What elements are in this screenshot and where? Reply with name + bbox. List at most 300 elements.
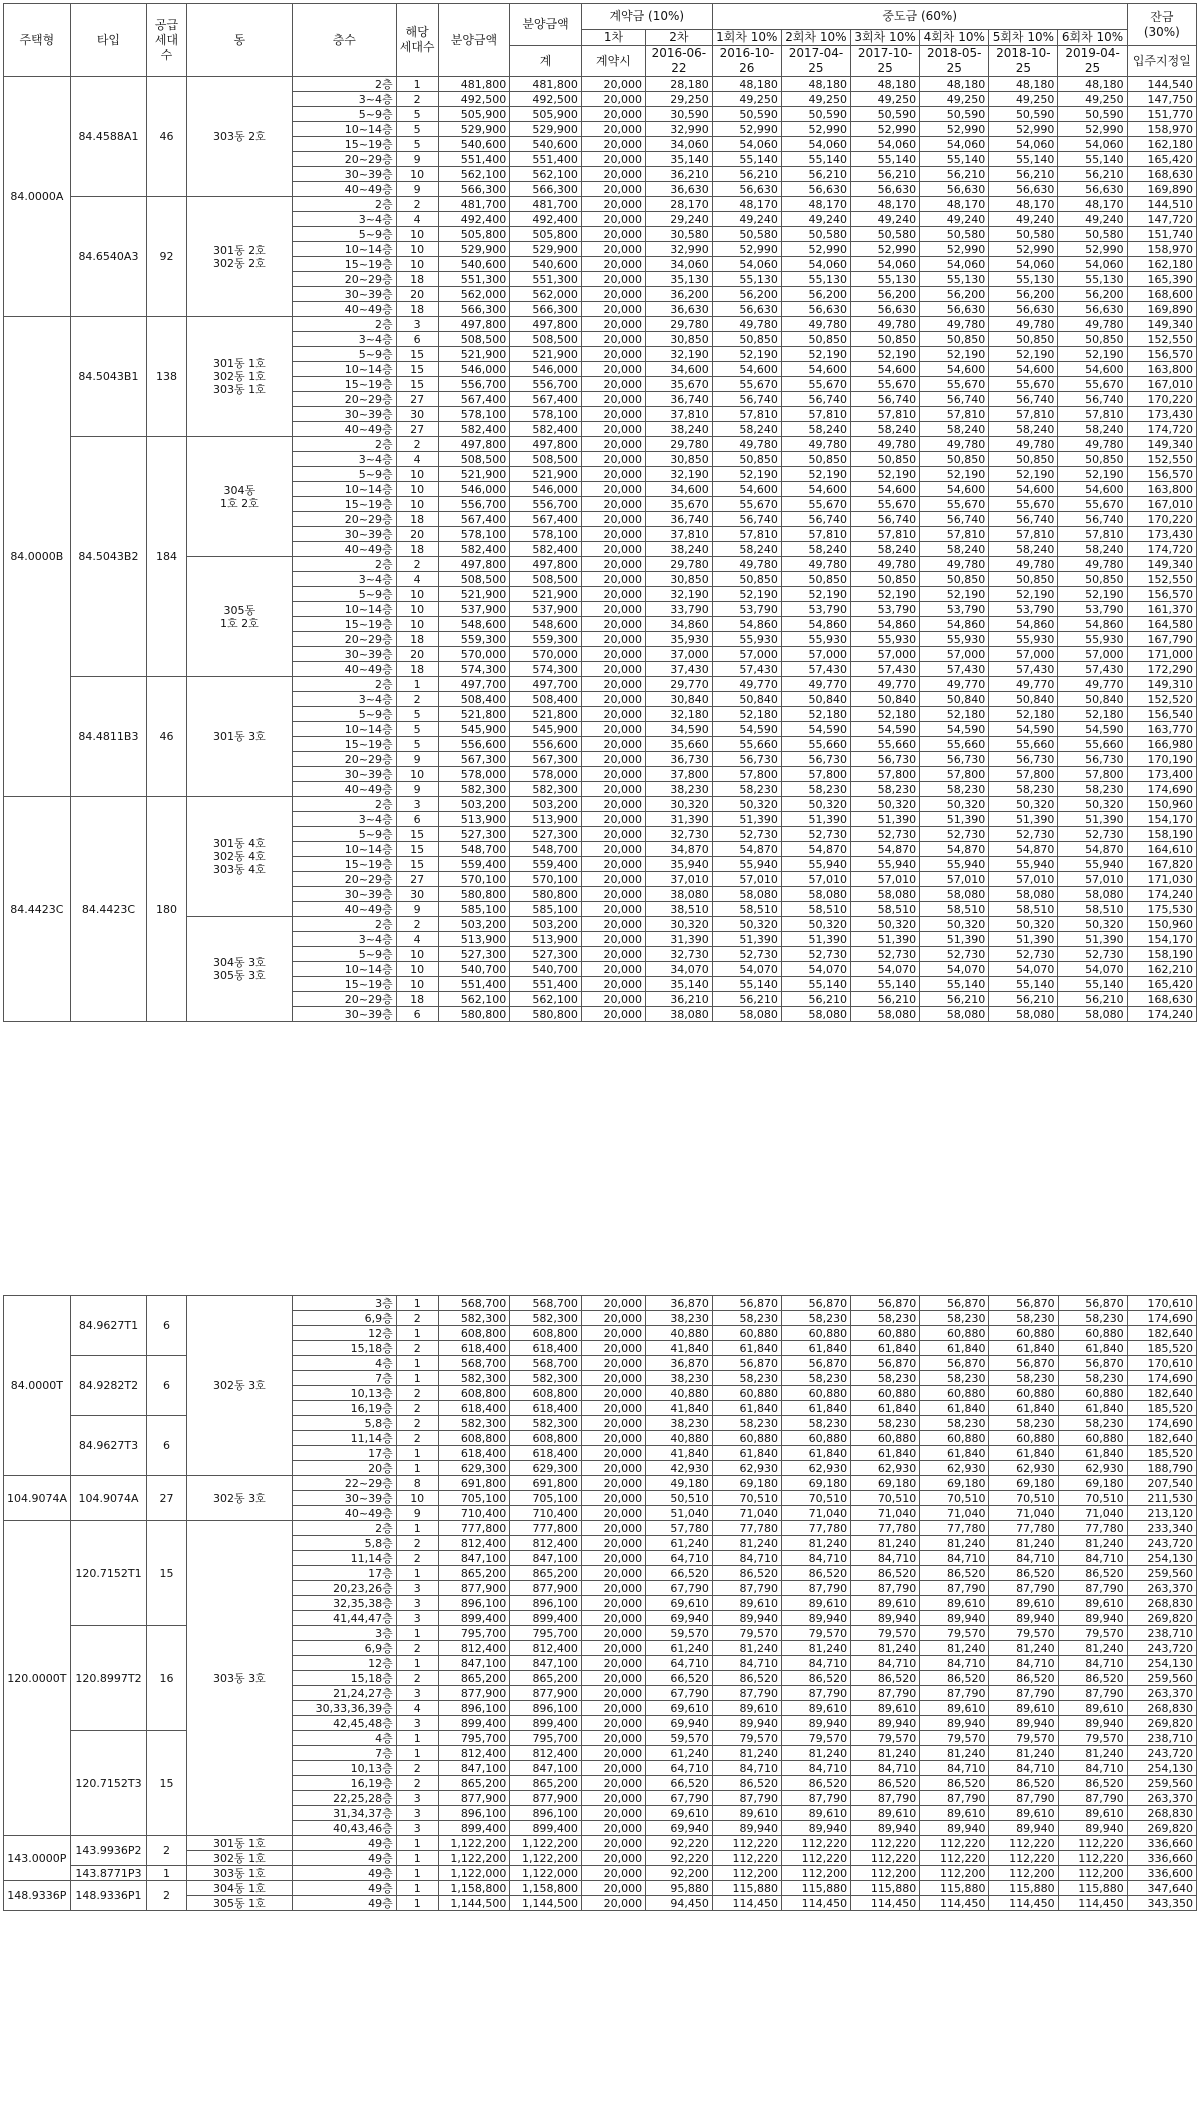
middle-5-cell: 58,230 xyxy=(989,1311,1058,1326)
deposit-1-cell: 20,000 xyxy=(581,167,645,182)
middle-3-cell: 58,230 xyxy=(851,1371,920,1386)
deposit-1-cell: 20,000 xyxy=(581,1581,645,1596)
deposit-1-cell: 20,000 xyxy=(581,1641,645,1656)
balance-cell: 336,600 xyxy=(1127,1866,1196,1881)
middle-6-cell: 71,040 xyxy=(1058,1506,1127,1521)
deposit-1-cell: 20,000 xyxy=(581,452,645,467)
sale-total-cell: 497,800 xyxy=(510,437,582,452)
middle-2-cell: 50,840 xyxy=(781,692,850,707)
floor-cell: 2층 xyxy=(292,197,396,212)
middle-5-cell: 60,880 xyxy=(989,1326,1058,1341)
middle-1-cell: 58,080 xyxy=(712,887,781,902)
middle-2-cell: 56,870 xyxy=(782,1296,851,1311)
middle-4-cell: 56,630 xyxy=(920,302,989,317)
middle-6-cell: 112,220 xyxy=(1058,1851,1127,1866)
units-cell: 5 xyxy=(396,737,438,752)
middle-3-cell: 81,240 xyxy=(851,1536,920,1551)
header-m3-date: 2017-10-25 xyxy=(851,46,920,77)
middle-5-cell: 54,060 xyxy=(989,257,1058,272)
middle-6-cell: 56,630 xyxy=(1058,182,1127,197)
middle-2-cell: 52,190 xyxy=(781,347,850,362)
middle-2-cell: 87,790 xyxy=(782,1791,851,1806)
deposit-1-cell: 20,000 xyxy=(581,1656,645,1671)
supply-units-cell: 2 xyxy=(147,1836,187,1866)
middle-6-cell: 56,870 xyxy=(1058,1296,1127,1311)
sale-total-cell: 582,300 xyxy=(510,782,582,797)
deposit-2-cell: 28,170 xyxy=(646,197,713,212)
units-cell: 9 xyxy=(396,902,438,917)
units-cell: 30 xyxy=(396,407,438,422)
units-cell: 3 xyxy=(396,1596,438,1611)
balance-cell: 163,770 xyxy=(1127,722,1196,737)
sale-amount-cell: 566,300 xyxy=(438,302,510,317)
balance-cell: 168,600 xyxy=(1127,287,1196,302)
balance-cell: 185,520 xyxy=(1127,1341,1196,1356)
middle-5-cell: 81,240 xyxy=(989,1746,1058,1761)
sale-total-cell: 566,300 xyxy=(510,182,582,197)
middle-1-cell: 56,210 xyxy=(712,167,781,182)
price-table-bottom-body xyxy=(4,1296,1197,1911)
balance-cell: 149,340 xyxy=(1127,437,1196,452)
floor-cell: 15~19층 xyxy=(292,857,396,872)
middle-5-cell: 115,880 xyxy=(989,1881,1058,1896)
middle-5-cell: 58,230 xyxy=(989,1416,1058,1431)
sale-amount-cell: 795,700 xyxy=(438,1731,510,1746)
supply-units-cell: 15 xyxy=(147,1731,187,1836)
middle-6-cell: 58,240 xyxy=(1058,422,1127,437)
middle-4-cell: 52,190 xyxy=(920,587,989,602)
middle-3-cell: 57,810 xyxy=(851,527,920,542)
sale-total-cell: 710,400 xyxy=(510,1506,582,1521)
middle-2-cell: 86,520 xyxy=(782,1776,851,1791)
middle-6-cell: 89,940 xyxy=(1058,1611,1127,1626)
middle-3-cell: 55,660 xyxy=(851,737,920,752)
sale-amount-cell: 618,400 xyxy=(438,1446,510,1461)
floor-cell: 49층 xyxy=(292,1836,396,1851)
middle-5-cell: 89,940 xyxy=(989,1716,1058,1731)
middle-6-cell: 54,600 xyxy=(1058,362,1127,377)
middle-2-cell: 89,940 xyxy=(782,1716,851,1731)
deposit-2-cell: 36,730 xyxy=(646,752,713,767)
middle-1-cell: 58,240 xyxy=(712,542,781,557)
middle-2-cell: 81,240 xyxy=(782,1746,851,1761)
middle-5-cell: 54,870 xyxy=(989,842,1058,857)
middle-6-cell: 89,610 xyxy=(1058,1806,1127,1821)
deposit-2-cell: 69,610 xyxy=(646,1596,713,1611)
middle-5-cell: 50,850 xyxy=(989,332,1058,347)
middle-2-cell: 84,710 xyxy=(782,1656,851,1671)
sale-total-cell: 618,400 xyxy=(510,1446,582,1461)
middle-5-cell: 58,240 xyxy=(989,422,1058,437)
floor-cell: 40~49층 xyxy=(292,422,396,437)
middle-2-cell: 84,710 xyxy=(782,1551,851,1566)
units-cell: 18 xyxy=(396,302,438,317)
middle-5-cell: 52,180 xyxy=(989,707,1058,722)
middle-5-cell: 56,630 xyxy=(989,182,1058,197)
floor-cell: 7층 xyxy=(292,1746,396,1761)
deposit-1-cell: 20,000 xyxy=(581,1521,645,1536)
middle-6-cell: 50,850 xyxy=(1058,452,1127,467)
middle-1-cell: 54,600 xyxy=(712,482,781,497)
middle-2-cell: 79,570 xyxy=(782,1731,851,1746)
deposit-1-cell: 20,000 xyxy=(581,1416,645,1431)
middle-3-cell: 89,940 xyxy=(851,1716,920,1731)
middle-4-cell: 49,780 xyxy=(920,317,989,332)
floor-cell: 2층 xyxy=(292,917,396,932)
middle-4-cell: 58,240 xyxy=(920,422,989,437)
middle-2-cell: 52,190 xyxy=(781,587,850,602)
balance-cell: 269,820 xyxy=(1127,1611,1196,1626)
sale-amount-cell: 481,800 xyxy=(438,77,510,92)
balance-cell: 162,210 xyxy=(1127,962,1196,977)
units-cell: 3 xyxy=(396,1821,438,1836)
middle-2-cell: 62,930 xyxy=(782,1461,851,1476)
middle-4-cell: 84,710 xyxy=(920,1551,989,1566)
deposit-1-cell: 20,000 xyxy=(581,737,645,752)
middle-5-cell: 89,940 xyxy=(989,1611,1058,1626)
middle-2-cell: 79,570 xyxy=(782,1626,851,1641)
sale-total-cell: 551,400 xyxy=(510,152,582,167)
sale-amount-cell: 705,100 xyxy=(438,1491,510,1506)
middle-6-cell: 50,320 xyxy=(1058,797,1127,812)
floor-cell: 2층 xyxy=(292,677,396,692)
middle-4-cell: 54,600 xyxy=(920,482,989,497)
middle-6-cell: 60,880 xyxy=(1058,1326,1127,1341)
deposit-1-cell: 20,000 xyxy=(581,302,645,317)
middle-5-cell: 61,840 xyxy=(989,1401,1058,1416)
type-cell: 120.8997T2 xyxy=(70,1626,147,1731)
middle-2-cell: 58,230 xyxy=(782,1371,851,1386)
balance-cell: 259,560 xyxy=(1127,1776,1196,1791)
units-cell: 2 xyxy=(396,197,438,212)
middle-6-cell: 58,230 xyxy=(1058,1416,1127,1431)
middle-5-cell: 54,860 xyxy=(989,617,1058,632)
supply-units-cell: 46 xyxy=(147,677,187,797)
sale-amount-cell: 556,600 xyxy=(438,737,510,752)
middle-2-cell: 58,510 xyxy=(781,902,850,917)
deposit-2-cell: 66,520 xyxy=(646,1566,713,1581)
deposit-2-cell: 30,320 xyxy=(646,917,713,932)
middle-3-cell: 52,190 xyxy=(851,467,920,482)
middle-6-cell: 56,740 xyxy=(1058,392,1127,407)
deposit-2-cell: 33,790 xyxy=(646,602,713,617)
middle-2-cell: 87,790 xyxy=(782,1686,851,1701)
sale-total-cell: 540,700 xyxy=(510,962,582,977)
middle-2-cell: 54,600 xyxy=(781,362,850,377)
middle-6-cell: 81,240 xyxy=(1058,1536,1127,1551)
units-cell: 18 xyxy=(396,632,438,647)
middle-1-cell: 81,240 xyxy=(712,1641,781,1656)
middle-3-cell: 77,780 xyxy=(851,1521,920,1536)
deposit-2-cell: 32,730 xyxy=(646,827,713,842)
sale-amount-cell: 795,700 xyxy=(438,1626,510,1641)
middle-4-cell: 54,060 xyxy=(920,257,989,272)
middle-1-cell: 54,590 xyxy=(712,722,781,737)
middle-5-cell: 54,070 xyxy=(989,962,1058,977)
middle-3-cell: 56,870 xyxy=(851,1356,920,1371)
sale-amount-cell: 548,600 xyxy=(438,617,510,632)
sale-amount-cell: 899,400 xyxy=(438,1716,510,1731)
sale-amount-cell: 582,300 xyxy=(438,1371,510,1386)
middle-4-cell: 89,610 xyxy=(920,1806,989,1821)
units-cell: 10 xyxy=(396,257,438,272)
middle-1-cell: 81,240 xyxy=(712,1536,781,1551)
header-deposit: 계약금 (10%) xyxy=(581,4,712,30)
middle-6-cell: 112,200 xyxy=(1058,1866,1127,1881)
sale-amount-cell: 537,900 xyxy=(438,602,510,617)
balance-cell: 211,530 xyxy=(1127,1491,1196,1506)
middle-4-cell: 50,850 xyxy=(920,332,989,347)
sale-amount-cell: 812,400 xyxy=(438,1536,510,1551)
units-cell: 10 xyxy=(396,167,438,182)
deposit-2-cell: 31,390 xyxy=(646,812,713,827)
middle-4-cell: 56,730 xyxy=(920,752,989,767)
middle-1-cell: 81,240 xyxy=(712,1746,781,1761)
deposit-1-cell: 20,000 xyxy=(581,812,645,827)
middle-3-cell: 55,670 xyxy=(851,497,920,512)
floor-cell: 5,8층 xyxy=(292,1416,396,1431)
middle-4-cell: 54,590 xyxy=(920,722,989,737)
middle-2-cell: 54,860 xyxy=(781,617,850,632)
dong-cell: 301동 4호 302동 4호 303동 4호 xyxy=(186,797,292,917)
middle-2-cell: 77,780 xyxy=(782,1521,851,1536)
middle-1-cell: 56,630 xyxy=(712,302,781,317)
sale-amount-cell: 505,900 xyxy=(438,107,510,122)
middle-4-cell: 52,180 xyxy=(920,707,989,722)
dong-cell: 304동 1호 xyxy=(186,1881,292,1896)
sale-amount-cell: 556,700 xyxy=(438,497,510,512)
middle-1-cell: 50,850 xyxy=(712,452,781,467)
units-cell: 1 xyxy=(396,677,438,692)
units-cell: 2 xyxy=(396,1416,438,1431)
middle-1-cell: 84,710 xyxy=(712,1761,781,1776)
sale-total-cell: 777,800 xyxy=(510,1521,582,1536)
middle-4-cell: 60,880 xyxy=(920,1326,989,1341)
units-cell: 1 xyxy=(396,1836,438,1851)
deposit-2-cell: 41,840 xyxy=(646,1401,713,1416)
floor-cell: 30~39층 xyxy=(292,1491,396,1506)
type-cell: 84.9282T2 xyxy=(70,1356,147,1416)
deposit-1-cell: 20,000 xyxy=(581,647,645,662)
middle-4-cell: 50,320 xyxy=(920,917,989,932)
floor-cell: 3~4층 xyxy=(292,692,396,707)
middle-3-cell: 56,210 xyxy=(851,167,920,182)
sale-total-cell: 546,000 xyxy=(510,482,582,497)
housing-type-cell: 84.0000B xyxy=(4,317,71,797)
balance-cell: 163,800 xyxy=(1127,482,1196,497)
middle-4-cell: 49,770 xyxy=(920,677,989,692)
header-m6-date: 2019-04-25 xyxy=(1058,46,1127,77)
middle-4-cell: 62,930 xyxy=(920,1461,989,1476)
floor-cell: 40~49층 xyxy=(292,782,396,797)
middle-1-cell: 57,000 xyxy=(712,647,781,662)
sale-total-cell: 521,900 xyxy=(510,467,582,482)
floor-cell: 10~14층 xyxy=(292,962,396,977)
balance-cell: 174,240 xyxy=(1127,1007,1196,1022)
middle-4-cell: 58,080 xyxy=(920,887,989,902)
balance-cell: 144,540 xyxy=(1127,77,1196,92)
middle-2-cell: 56,210 xyxy=(781,992,850,1007)
sale-amount-cell: 1,144,500 xyxy=(438,1896,510,1911)
header-balance: 잔금 (30%) xyxy=(1127,4,1196,46)
floor-cell: 42,45,48층 xyxy=(292,1716,396,1731)
balance-cell: 185,520 xyxy=(1127,1446,1196,1461)
sale-amount-cell: 521,800 xyxy=(438,707,510,722)
middle-1-cell: 89,940 xyxy=(712,1611,781,1626)
middle-4-cell: 87,790 xyxy=(920,1791,989,1806)
floor-cell: 3~4층 xyxy=(292,92,396,107)
sale-amount-cell: 570,000 xyxy=(438,647,510,662)
type-cell: 84.4588A1 xyxy=(70,77,147,197)
balance-cell: 254,130 xyxy=(1127,1761,1196,1776)
middle-5-cell: 58,080 xyxy=(989,887,1058,902)
sale-amount-cell: 566,300 xyxy=(438,182,510,197)
middle-5-cell: 50,320 xyxy=(989,917,1058,932)
dong-cell: 304동 1호 2호 xyxy=(186,437,292,557)
middle-4-cell: 58,230 xyxy=(920,782,989,797)
sale-amount-cell: 551,400 xyxy=(438,977,510,992)
deposit-1-cell: 20,000 xyxy=(581,767,645,782)
middle-4-cell: 56,210 xyxy=(920,167,989,182)
middle-5-cell: 60,880 xyxy=(989,1431,1058,1446)
table-row xyxy=(4,197,1197,212)
middle-2-cell: 55,660 xyxy=(781,737,850,752)
deposit-2-cell: 30,840 xyxy=(646,692,713,707)
middle-2-cell: 81,240 xyxy=(782,1536,851,1551)
units-cell: 15 xyxy=(396,347,438,362)
middle-5-cell: 54,590 xyxy=(989,722,1058,737)
floor-cell: 15~19층 xyxy=(292,497,396,512)
balance-cell: 173,400 xyxy=(1127,767,1196,782)
middle-6-cell: 87,790 xyxy=(1058,1581,1127,1596)
floor-cell: 15,18층 xyxy=(292,1671,396,1686)
floor-cell: 20~29층 xyxy=(292,632,396,647)
header-floor: 층수 xyxy=(292,4,396,77)
middle-4-cell: 60,880 xyxy=(920,1431,989,1446)
deposit-1-cell: 20,000 xyxy=(581,317,645,332)
table-row xyxy=(4,677,1197,692)
floor-cell: 2층 xyxy=(292,557,396,572)
middle-4-cell: 61,840 xyxy=(920,1446,989,1461)
deposit-2-cell: 64,710 xyxy=(646,1761,713,1776)
balance-cell: 162,180 xyxy=(1127,137,1196,152)
middle-4-cell: 55,670 xyxy=(920,377,989,392)
middle-6-cell: 58,230 xyxy=(1058,1311,1127,1326)
deposit-1-cell: 20,000 xyxy=(581,872,645,887)
middle-1-cell: 56,740 xyxy=(712,392,781,407)
units-cell: 10 xyxy=(396,617,438,632)
header-m2-date: 2017-04-25 xyxy=(781,46,850,77)
middle-6-cell: 79,570 xyxy=(1058,1731,1127,1746)
sale-amount-cell: 582,300 xyxy=(438,1416,510,1431)
sale-total-cell: 521,900 xyxy=(510,347,582,362)
middle-4-cell: 61,840 xyxy=(920,1401,989,1416)
deposit-2-cell: 38,240 xyxy=(646,542,713,557)
middle-4-cell: 115,880 xyxy=(920,1881,989,1896)
middle-1-cell: 58,230 xyxy=(712,1416,781,1431)
middle-2-cell: 49,770 xyxy=(781,677,850,692)
middle-2-cell: 89,940 xyxy=(782,1821,851,1836)
balance-cell: 263,370 xyxy=(1127,1686,1196,1701)
floor-cell: 5~9층 xyxy=(292,107,396,122)
middle-3-cell: 112,200 xyxy=(851,1866,920,1881)
balance-cell: 243,720 xyxy=(1127,1536,1196,1551)
middle-4-cell: 50,590 xyxy=(920,107,989,122)
middle-3-cell: 56,740 xyxy=(851,512,920,527)
deposit-1-cell: 20,000 xyxy=(581,1341,645,1356)
dong-cell: 301동 1호 xyxy=(186,1836,292,1851)
floor-cell: 17층 xyxy=(292,1566,396,1581)
sale-total-cell: 585,100 xyxy=(510,902,582,917)
middle-3-cell: 79,570 xyxy=(851,1626,920,1641)
type-cell: 143.8771P3 xyxy=(70,1866,147,1881)
sale-amount-cell: 562,100 xyxy=(438,167,510,182)
sale-total-cell: 497,700 xyxy=(510,677,582,692)
middle-3-cell: 50,850 xyxy=(851,452,920,467)
middle-4-cell: 55,140 xyxy=(920,152,989,167)
balance-cell: 152,550 xyxy=(1127,572,1196,587)
middle-1-cell: 52,190 xyxy=(712,467,781,482)
sale-total-cell: 570,100 xyxy=(510,872,582,887)
floor-cell: 3층 xyxy=(292,1296,396,1311)
balance-cell: 152,520 xyxy=(1127,692,1196,707)
sale-amount-cell: 1,122,200 xyxy=(438,1836,510,1851)
table-row xyxy=(4,437,1197,452)
floor-cell: 15~19층 xyxy=(292,737,396,752)
deposit-2-cell: 36,210 xyxy=(646,167,713,182)
floor-cell: 10~14층 xyxy=(292,722,396,737)
middle-2-cell: 57,010 xyxy=(781,872,850,887)
sale-amount-cell: 556,700 xyxy=(438,377,510,392)
middle-4-cell: 55,140 xyxy=(920,977,989,992)
deposit-2-cell: 32,990 xyxy=(646,122,713,137)
middle-3-cell: 86,520 xyxy=(851,1671,920,1686)
middle-5-cell: 55,670 xyxy=(989,377,1058,392)
sale-total-cell: 1,122,000 xyxy=(510,1866,582,1881)
sale-amount-cell: 568,700 xyxy=(438,1356,510,1371)
middle-5-cell: 56,740 xyxy=(989,512,1058,527)
middle-2-cell: 48,170 xyxy=(781,197,850,212)
floor-cell: 12층 xyxy=(292,1326,396,1341)
sale-total-cell: 865,200 xyxy=(510,1566,582,1581)
middle-5-cell: 54,600 xyxy=(989,362,1058,377)
deposit-2-cell: 38,510 xyxy=(646,902,713,917)
middle-1-cell: 89,610 xyxy=(712,1701,781,1716)
middle-3-cell: 48,170 xyxy=(851,197,920,212)
balance-cell: 233,340 xyxy=(1127,1521,1196,1536)
floor-cell: 31,34,37층 xyxy=(292,1806,396,1821)
middle-6-cell: 48,180 xyxy=(1058,77,1127,92)
deposit-2-cell: 34,070 xyxy=(646,962,713,977)
units-cell: 3 xyxy=(396,1686,438,1701)
deposit-1-cell: 20,000 xyxy=(581,122,645,137)
units-cell: 10 xyxy=(396,1491,438,1506)
units-cell: 8 xyxy=(396,1476,438,1491)
sale-amount-cell: 559,300 xyxy=(438,632,510,647)
middle-5-cell: 87,790 xyxy=(989,1581,1058,1596)
units-cell: 10 xyxy=(396,587,438,602)
middle-5-cell: 58,230 xyxy=(989,1371,1058,1386)
middle-5-cell: 58,240 xyxy=(989,542,1058,557)
floor-cell: 20층 xyxy=(292,1461,396,1476)
middle-3-cell: 50,850 xyxy=(851,332,920,347)
middle-1-cell: 56,210 xyxy=(712,992,781,1007)
deposit-2-cell: 34,600 xyxy=(646,362,713,377)
deposit-2-cell: 35,140 xyxy=(646,977,713,992)
middle-3-cell: 56,630 xyxy=(851,302,920,317)
deposit-2-cell: 92,220 xyxy=(646,1836,713,1851)
middle-6-cell: 51,390 xyxy=(1058,932,1127,947)
